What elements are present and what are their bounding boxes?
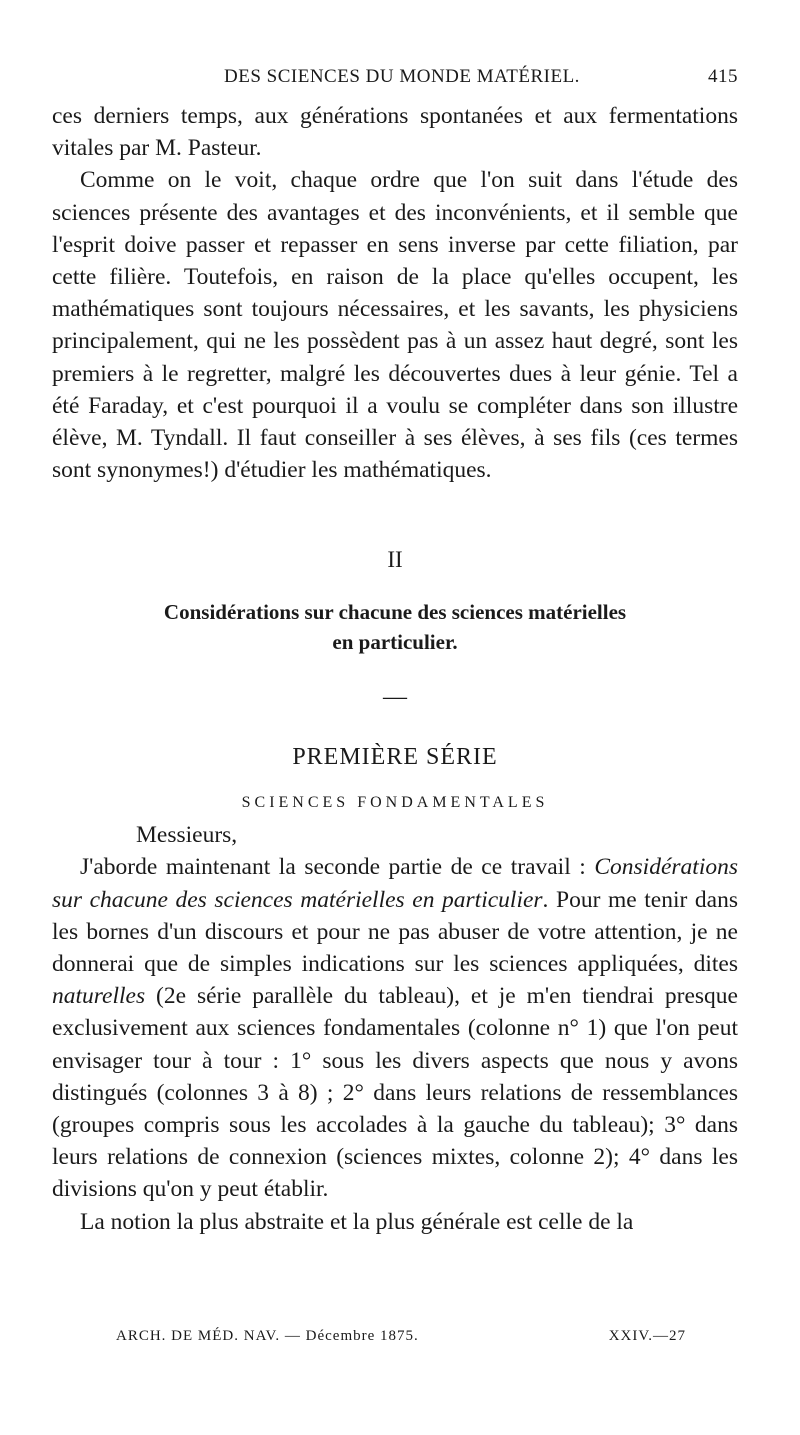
paragraph-3-end: (2e série parallèle du tableau), et je m'en tiendrai presque exclusivement aux sciences fondamentales (colonne n° 1) que l'on peut envisager tour à tour : 1° sous les divers aspects que nous y avons distingués (colonnes 3 à 8) ; 2° dans leurs relations de ressemblances (groupes compris sous les accolades à la gauche du tableau); 3° dans leurs relations de connexion (sciences mixtes, colonne 2); 4° dans les divisions qu'on y peut établir. xyxy=(52,983,738,1203)
paragraph-4: La notion la plus abstraite et la plus générale est celle de la xyxy=(80,1208,634,1235)
paragraph-2: Comme on le voit, chaque ordre que l'on suit dans l'étude des sciences présente des avantages et des inconvénients, et il semble que l'esprit doive passer et repasser en sens inverse par cette filiation, par cette filière. Toutefois, en raison de la place qu'elles occupent, les mathématiques sont toujours nécessaires, et les savants, les physiciens principalement, qui ne les possèdent pas à un assez haut degré, sont les premiers à le regretter, malgré les découvertes dues à leur génie. Tel a été Faraday, et c'est pourquoi il a voulu se compléter dans son illustre élève, M. Tyndall. Il faut conseiller à ses élèves, à ses fils (ces termes sont synonymes!) d'étudier les mathématiques. xyxy=(52,167,738,484)
paragraph-3-italic-title: Considérations sur chacune des sciences matérielles en particulier xyxy=(52,854,738,913)
paragraph-3 xyxy=(52,851,738,1205)
salutation: Messieurs, xyxy=(136,822,238,849)
section-title-line-1: Considérations sur chacune des sciences matérielles xyxy=(163,599,627,624)
separator-dash: — xyxy=(383,683,407,710)
footer-journal: ARCH. DE MÉD. NAV. — Décembre 1875. xyxy=(116,1328,419,1344)
section-title xyxy=(52,597,738,657)
paragraph-3-italic-naturelles: naturelles xyxy=(52,983,146,1010)
series-title: PREMIÈRE SÉRIE xyxy=(292,743,498,770)
page-number: 415 xyxy=(708,66,738,87)
paragraph-3-start: J'aborde maintenant la seconde partie de ce travail : xyxy=(80,854,595,881)
paragraph-3-middle: . Pour me tenir dans les bornes d'un discours et pour ne pas abuser de votre attention, je ne donnerai que de simples indications sur les sciences appliquées, dites xyxy=(52,886,738,978)
footer-volume-sheet: XXIV.—27 xyxy=(608,1328,686,1344)
page-header xyxy=(52,62,752,94)
section-number: II xyxy=(387,547,403,573)
section-title-line-2: en particulier. xyxy=(332,629,458,654)
running-title: DES SCIENCES DU MONDE MATÉRIEL. xyxy=(224,66,580,87)
paragraph-1: ces derniers temps, aux générations spontanées et aux fermentations vitales par M. Pasteur. xyxy=(52,103,738,162)
series-subtitle: SCIENCES FONDAMENTALES xyxy=(241,794,549,812)
page-body xyxy=(52,100,738,1238)
